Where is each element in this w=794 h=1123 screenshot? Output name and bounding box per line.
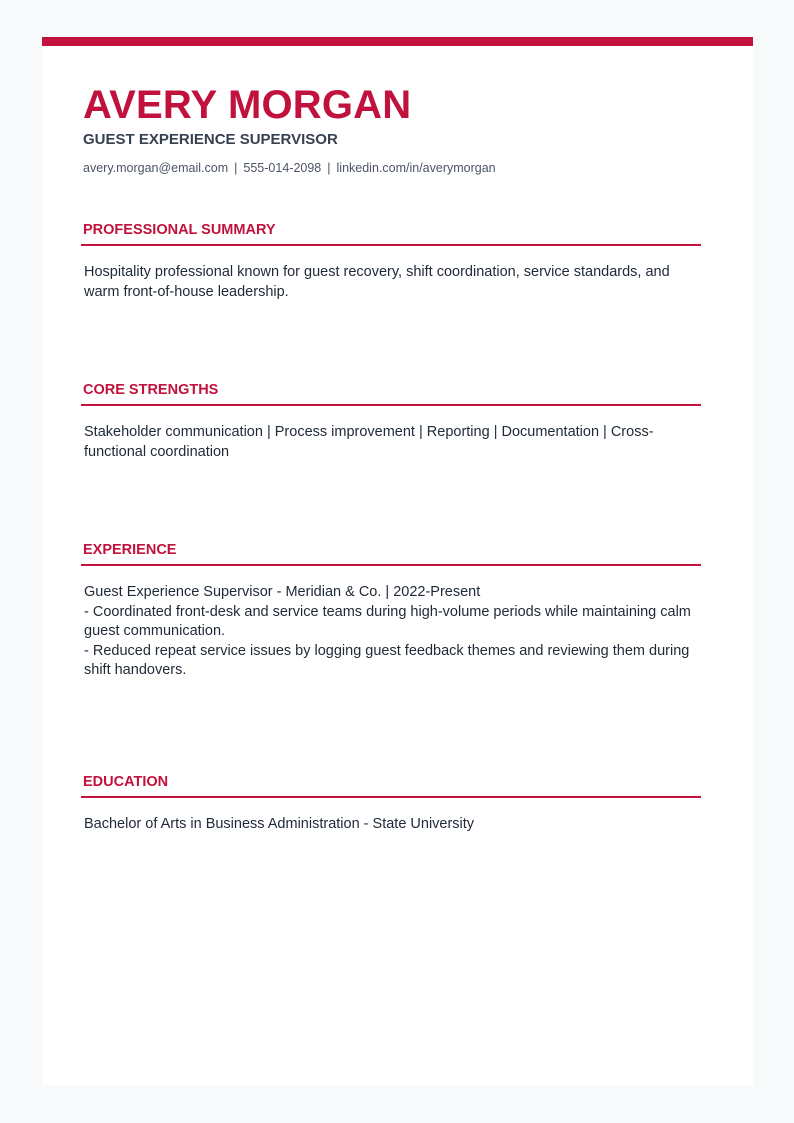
section-strengths	[81, 381, 701, 462]
summary-text: Hospitality professional known for guest recovery, shift coordination, service standards, and warm front-of-house leadership.	[84, 264, 670, 300]
contact-email: avery.morgan@email.com	[83, 161, 229, 175]
section-summary	[81, 221, 701, 302]
candidate-name: AVERY MORGAN	[83, 83, 412, 127]
contact-separator: |	[327, 161, 331, 175]
experience-bullet: - Coordinated front-desk and service teams during high-volume periods while maintaining calm guest communication.	[84, 603, 691, 639]
experience-bullet: - Reduced repeat service issues by logging guest feedback themes and reviewing them during shift handovers.	[84, 642, 690, 678]
resume-header	[83, 83, 703, 176]
contact-linkedin: linkedin.com/in/averymorgan	[336, 161, 496, 175]
section-title-experience: EXPERIENCE	[81, 541, 701, 566]
contact-line	[83, 160, 703, 176]
strengths-text: Stakeholder communication | Process improvement | Reporting | Documentation | Cross-functional coordination	[84, 424, 654, 460]
section-education	[81, 773, 701, 835]
contact-separator: |	[234, 161, 238, 175]
contact-phone: 555-014-2098	[243, 161, 322, 175]
resume-page	[42, 37, 753, 1085]
education-text: Bachelor of Arts in Business Administration - State University	[84, 816, 475, 832]
candidate-role: GUEST EXPERIENCE SUPERVISOR	[83, 131, 338, 148]
section-title-education: EDUCATION	[81, 773, 701, 798]
strengths-body	[81, 423, 701, 462]
section-title-summary: PROFESSIONAL SUMMARY	[81, 221, 701, 246]
section-experience	[81, 541, 701, 681]
education-body	[81, 815, 701, 835]
accent-top-bar	[42, 37, 753, 46]
section-title-strengths: CORE STRENGTHS	[81, 381, 701, 406]
experience-body	[81, 583, 701, 681]
summary-body	[81, 263, 701, 302]
experience-job-title: Guest Experience Supervisor - Meridian & Co. | 2022-Present	[84, 584, 481, 600]
